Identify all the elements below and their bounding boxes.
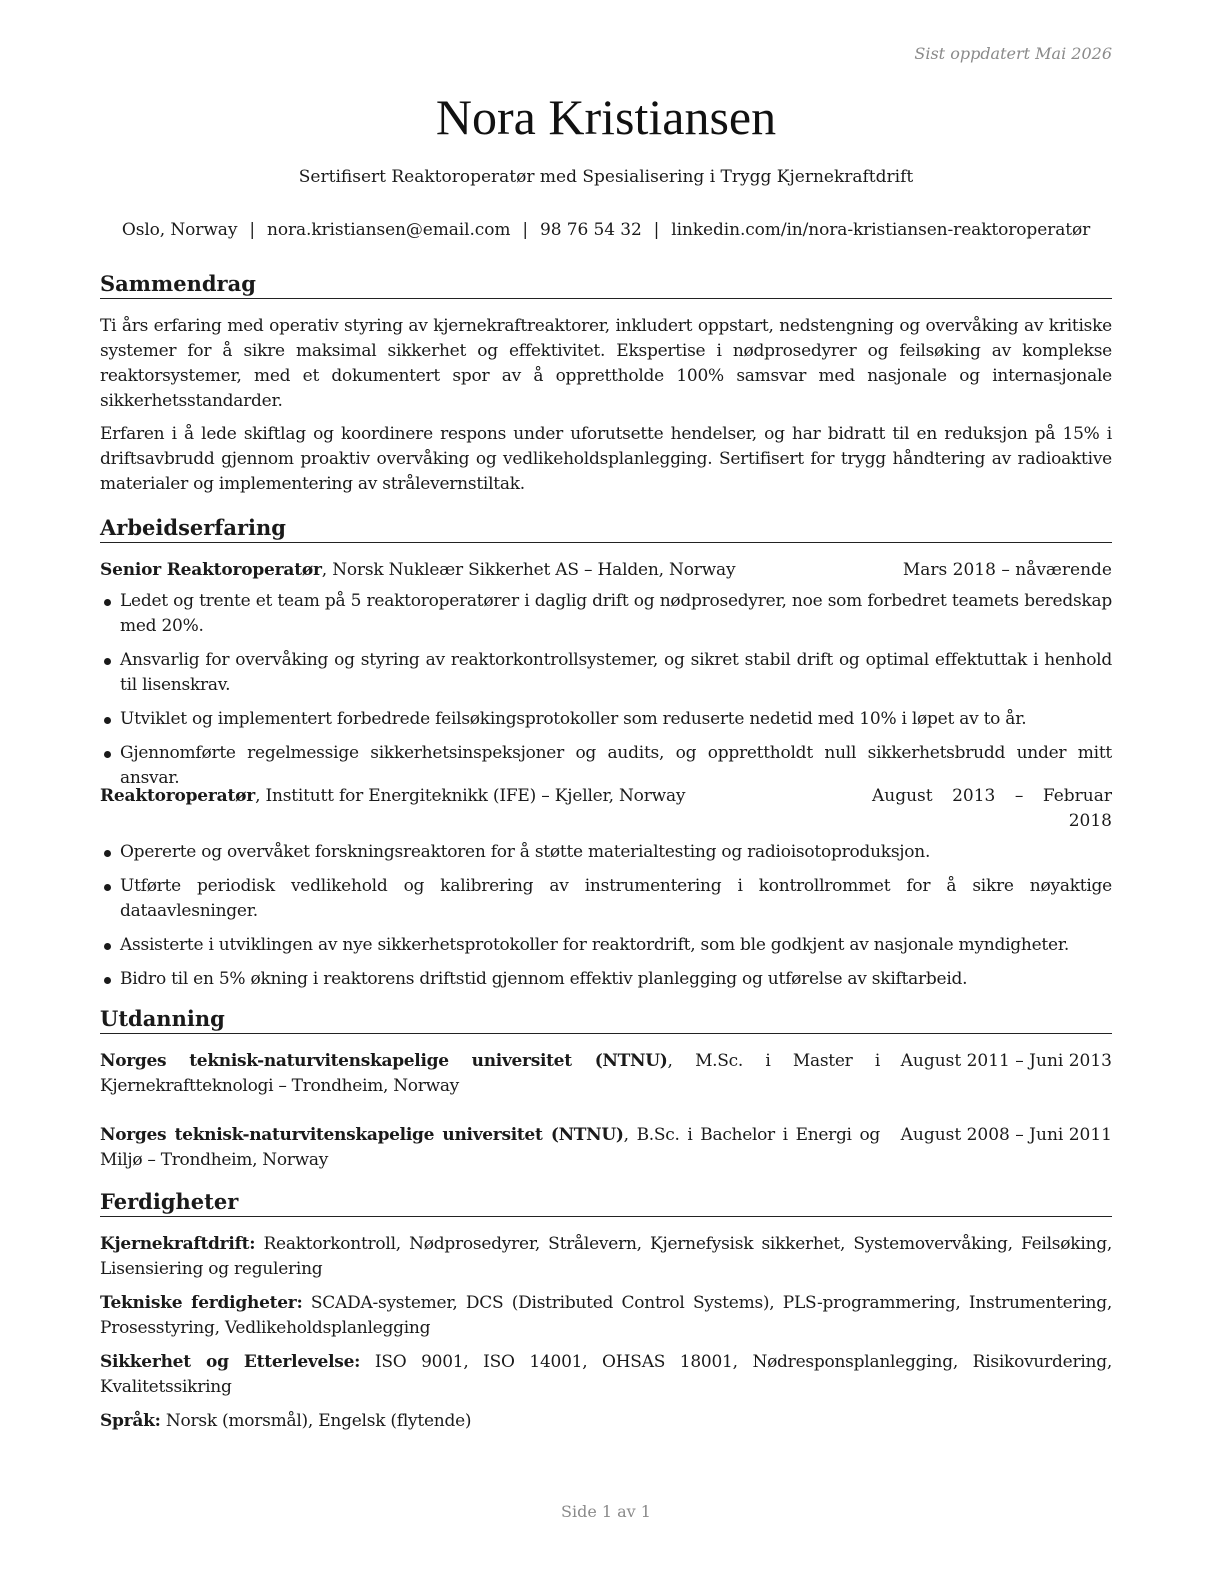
last-updated: Sist oppdatert Mai 2026: [914, 44, 1112, 63]
job-dates: August 2013 – Februar 2018: [872, 786, 1112, 831]
skill-value: ISO 9001, ISO 14001, OHSAS 18001, Nødresponsplanlegging, Risikovurdering, Kvalitetssikring: [100, 1352, 1112, 1397]
contact-separator: |: [249, 220, 255, 240]
job-dates: Mars 2018 – nåværende: [902, 560, 1112, 580]
skill-row: [100, 1409, 1112, 1434]
contact-separator: |: [522, 220, 529, 240]
education-school: Norges teknisk-naturvitenskapelige universitet (NTNU): [100, 1051, 668, 1071]
job-bullet: Ledet og trente et team på 5 reaktoroperatører i daglig drift og nødprosedyrer, noe som forbedret teamets beredskap med 20%.: [100, 589, 1112, 639]
skill-label: Sikkerhet og Etterlevelse:: [100, 1352, 361, 1372]
section-title-skills: Ferdigheter: [100, 1189, 1112, 1217]
job-entry: [100, 558, 1112, 791]
skill-label: Tekniske ferdigheter:: [100, 1293, 303, 1313]
summary-paragraph: Ti års erfaring med operativ styring av kjernekraftreaktorer, inkludert oppstart, nedstengning og overvåking av kritiske systemer for å sikre maksimal sikkerhet og effektivitet. Ekspertise i nødprosedyrer og feilsøking av komplekse reaktorsystemer, med et dokumentert spor av å opprettholde 100% samsvar med nasjonale og internasjonale sikkerhetsstandarder.: [100, 316, 1112, 411]
job-bullet: Bidro til en 5% økning i reaktorens driftstid gjennom effektiv planlegging og utførelse av skiftarbeid.: [100, 967, 1112, 992]
education-school: Norges teknisk-naturvitenskapelige universitet (NTNU): [100, 1125, 624, 1145]
education-section-continued: [100, 1123, 1112, 1173]
job-bullet: Assisterte i utviklingen av nye sikkerhetsprotokoller for reaktordrift, som ble godkjent av nasjonale myndigheter.: [100, 933, 1112, 958]
job-entry: [100, 784, 1112, 992]
education-entry: [100, 1049, 1112, 1099]
contact-separator: |: [653, 220, 660, 240]
experience-section: [100, 558, 1112, 800]
education-detail: , M.Sc. i Master i Kjernekraftteknologi – Trondheim, Norway: [100, 1051, 880, 1096]
summary-paragraph: Erfaren i å lede skiftlag og koordinere respons under uforutsette hendelser, og har bidratt til en reduksjon på 15% i driftsavbrudd gjennom proaktiv overvåking og vedlikeholdsplanlegging. Sertifisert for trygg håndtering av radioaktive materialer og implementering av strålevernstiltak.: [100, 424, 1112, 494]
skills-section: [100, 1232, 1112, 1443]
job-bullet: Utførte periodisk vedlikehold og kalibrering av instrumentering i kontrollrommet for å sikre nøyaktige dataavlesninger.: [100, 874, 1112, 924]
education-entry: [100, 1123, 1112, 1173]
education-section: [100, 1049, 1112, 1099]
job-header: [100, 784, 1112, 834]
skill-row: [100, 1291, 1112, 1341]
skill-value: Reaktorkontroll, Nødprosedyrer, Strålevern, Kjernefysisk sikkerhet, Systemovervåking, Feilsøking, Lisensiering og regulering: [100, 1234, 1112, 1279]
education-detail: , B.Sc. i Bachelor i Energi og Miljø – Trondheim, Norway: [100, 1125, 880, 1170]
job-bullet: Utviklet og implementert forbedrede feilsøkingsprotokoller som reduserte nedetid med 10% i løpet av to år.: [100, 707, 1112, 732]
contact-location: Oslo, Norway: [121, 220, 238, 240]
job-bullet: Gjennomførte regelmessige sikkerhetsinspeksjoner og audits, og opprettholdt null sikkerhetsbrudd under mitt ansvar.: [100, 741, 1112, 791]
job-bullet: Opererte og overvåket forskningsreaktoren for å støtte materialtesting og radioisotoproduksjon.: [100, 840, 1112, 865]
contact-phone: 98 76 54 32: [540, 220, 642, 240]
education-dates: August 2011 – Juni 2013: [900, 1051, 1112, 1071]
job-bullet: Ansvarlig for overvåking og styring av reaktorkontrollsystemer, og sikret stabil drift og optimal effektuttak i henhold til lisenskrav.: [100, 648, 1112, 698]
skill-row: [100, 1350, 1112, 1400]
skill-value: SCADA-systemer, DCS (Distributed Control Systems), PLS-programmering, Instrumentering, Prosesstyring, Vedlikeholdsplanlegging: [100, 1293, 1113, 1338]
job-org: , Norsk Nukleær Sikkerhet AS – Halden, Norway: [321, 560, 736, 580]
section-title-summary: Sammendrag: [100, 271, 1112, 299]
contact-linkedin[interactable]: linkedin.com/in/nora-kristiansen-reaktoroperatør: [671, 220, 1091, 240]
skill-row: [100, 1232, 1112, 1282]
section-title-experience: Arbeidserfaring: [100, 515, 1112, 543]
resume-page: [100, 0, 1112, 1584]
job-role: Senior Reaktoroperatør: [100, 560, 322, 580]
job-bullets: [100, 840, 1112, 992]
section-title-education: Utdanning: [100, 1006, 1112, 1034]
job-org: , Institutt for Energiteknikk (IFE) – Kjeller, Norway: [255, 786, 686, 806]
education-dates: August 2008 – Juni 2011: [900, 1125, 1112, 1145]
skill-value: Norsk (morsmål), Engelsk (flytende): [160, 1411, 472, 1431]
job-bullets: [100, 589, 1112, 791]
candidate-name: Nora Kristiansen: [435, 89, 777, 145]
summary-section: [100, 314, 1112, 497]
contact-email[interactable]: nora.kristiansen@email.com: [266, 220, 511, 240]
skill-label: Kjernekraftdrift:: [100, 1234, 256, 1254]
job-role: Reaktoroperatør: [100, 786, 256, 806]
page-number: Side 1 av 1: [561, 1502, 651, 1521]
experience-section-continued: [100, 784, 1112, 1001]
job-header: [100, 558, 1112, 583]
contact-line: [100, 220, 1112, 240]
headline: Sertifisert Reaktoroperatør med Spesialisering i Trygg Kjernekraftdrift: [298, 167, 914, 187]
skill-label: Språk:: [100, 1411, 161, 1431]
